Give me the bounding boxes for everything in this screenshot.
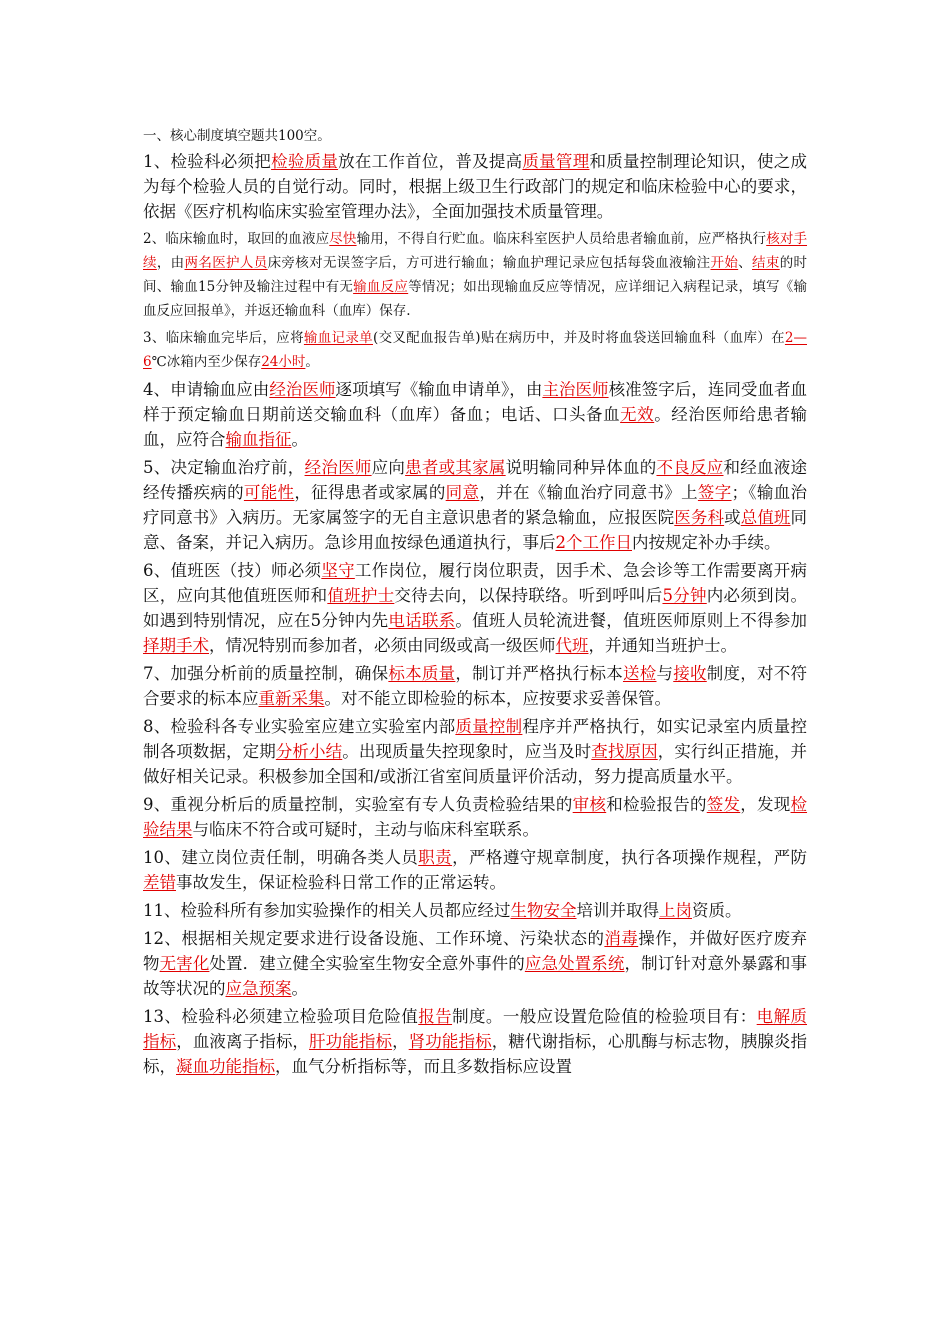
answer-blank: 2—6 — [143, 330, 807, 370]
answer-blank: 检验质量 — [271, 152, 339, 171]
paragraph-list — [143, 149, 807, 1079]
paragraph-text: ，糖代谢指标，心肌酶与标志物，胰腺炎指标， — [143, 1032, 808, 1076]
paragraph-text: 核准签字后，连同受血者血样于预定输血日期前送交输血科（血库）备血；电话、口头备血 — [143, 380, 808, 424]
paragraph-text: 11、检验科所有参加实验操作的相关人员都应经过 — [143, 901, 511, 920]
paragraph-text: 12、根据相关规定要求进行设备设施、工作环境、污染状态的 — [143, 929, 605, 948]
paragraph-text: 和质量控制理论知识，使之成为每个检验人员的自觉行动。同时，根据上级卫生行政部门的规定和临床检验中心的要求，依据《医疗机构临床实验室管理办法》，全面加强技术质量管理。 — [143, 152, 808, 221]
paragraph-text: ，血液离子指标， — [176, 1032, 310, 1051]
paragraph-text: 交待去向，以保持联络。听到呼叫后 — [394, 586, 663, 605]
paragraph-text: 。对不能立即检验的标本，应按要求妥善保管。 — [324, 689, 671, 708]
paragraph-text: ， — [392, 1032, 409, 1051]
paragraph-text: (交叉配血报告单)贴在病历中，并及时将血袋送回输血科（血库）在 — [373, 330, 785, 346]
answer-blank: 检验结果 — [143, 795, 808, 839]
answer-blank: 可能性 — [243, 483, 295, 502]
answer-blank: 质量管理 — [522, 152, 590, 171]
answer-blank: 不良反应 — [656, 458, 724, 477]
answer-blank: 分析小结 — [275, 742, 343, 761]
paragraph-text: 、 — [738, 255, 753, 271]
paragraph-text: ，并通知当班护士。 — [588, 636, 737, 655]
answer-blank: 患者或其家属 — [405, 458, 506, 477]
paragraph-text: 应向 — [371, 458, 406, 477]
paragraph-text: 和经血液途经传播疾病的 — [143, 458, 808, 502]
paragraph-text: 的时间、输血15分钟及输注过程中有无 — [143, 255, 808, 295]
answer-blank: 坚守 — [321, 561, 355, 580]
paragraph-text: ，并在《输血治疗同意书》上 — [479, 483, 698, 502]
paragraph-text: 2、临床输血时，取回的血液应 — [143, 231, 330, 247]
paragraph-text: ；《输血治疗同意书》入病历。无家属签字的无自主意识患者的紧急输血，应报医院 — [143, 483, 808, 527]
answer-blank: 职责 — [418, 848, 453, 867]
paragraph-text: 床旁核对无误签字后，方可进行输血；输血护理记录应包括每袋血液输注 — [267, 255, 711, 271]
paragraph-4 — [143, 377, 807, 452]
paragraph-1 — [143, 149, 807, 224]
document-body — [143, 126, 807, 1082]
paragraph-text: 和检验报告的 — [606, 795, 707, 814]
answer-blank: 输血反应 — [353, 279, 409, 295]
answer-blank: 电解质指标 — [143, 1007, 808, 1051]
answer-blank: 肝功能指标 — [309, 1032, 393, 1051]
paragraph-text: 。出现质量失控现象时，应当及时 — [342, 742, 592, 761]
paragraph-text: 1、检验科必须把 — [143, 152, 272, 171]
answer-blank: 核对手续 — [143, 231, 808, 271]
answer-blank: 5分钟 — [662, 586, 707, 605]
paragraph-text: 事故发生，保证检验科日常工作的正常运转。 — [176, 873, 506, 892]
paragraph-10 — [143, 845, 807, 895]
paragraph-11 — [143, 898, 807, 923]
answer-blank: 经治医师 — [269, 380, 336, 399]
paragraph-text: ，制订针对意外暴露和事故等状况的 — [143, 954, 808, 998]
paragraph-text: 。值班人员轮流进餐，值班医师原则上不得参加 — [455, 611, 808, 630]
paragraph-text: ，血气分析指标等，而且多数指标应设置 — [275, 1057, 572, 1076]
paragraph-8 — [143, 714, 807, 789]
paragraph-text: 输用，不得自行贮血。临床科室医护人员给患者输血前，应严格执行 — [356, 231, 767, 247]
answer-blank: 代班 — [555, 636, 589, 655]
paragraph-text: 。 — [305, 354, 319, 370]
paragraph-text: 内必须到岗。如遇到特别情况，应在5分钟内先 — [143, 586, 808, 630]
paragraph-text: 放在工作首位，普及提高 — [338, 152, 523, 171]
paragraph-text: 3、临床输血完毕后，应将 — [143, 330, 304, 346]
answer-blank: 质量控制 — [455, 717, 523, 736]
paragraph-text: ，实行纠正措施，并做好相关记录。积极参加全国和/或浙江省室间质量评价活动，努力提高质量水平。 — [143, 742, 808, 786]
answer-blank: 无效 — [620, 405, 655, 424]
paragraph-text: 操作，并做好医疗废弃物 — [143, 929, 808, 973]
section-heading: 一、核心制度填空题共100空。 — [143, 128, 331, 144]
paragraph-text: 8、检验科各专业实验室应建立实验室内部 — [143, 717, 456, 736]
paragraph-text: 内按规定补办手续。 — [632, 533, 781, 552]
paragraph-text: 说明输同种异体血的 — [505, 458, 657, 477]
paragraph-text: 7、加强分析前的质量控制，确保 — [143, 664, 389, 683]
answer-blank: 医务科 — [674, 508, 725, 527]
answer-blank: 送检 — [622, 664, 657, 683]
answer-blank: 择期手术 — [143, 636, 209, 655]
answer-blank: 接收 — [673, 664, 707, 683]
answer-blank: 结束 — [752, 255, 780, 271]
paragraph-text: ℃冰箱内至少保存 — [151, 354, 262, 370]
paragraph-text: 或 — [724, 508, 741, 527]
paragraph-3 — [143, 326, 807, 374]
paragraph-text: 逐项填写《输血申请单》，由 — [335, 380, 543, 399]
answer-blank: 报告 — [418, 1007, 453, 1026]
answer-blank: 签字 — [697, 483, 732, 502]
paragraph-text: 6、值班医（技）师必须 — [143, 561, 322, 580]
paragraph-text: 与 — [656, 664, 674, 683]
paragraph-5 — [143, 455, 807, 555]
answer-blank: 2个工作日 — [555, 533, 632, 552]
paragraph-text: 培训并取得 — [576, 901, 659, 920]
paragraph-text: ，征得患者或家属的 — [294, 483, 446, 502]
answer-blank: 24小时 — [261, 354, 306, 370]
paragraph-text: 资质。 — [692, 901, 742, 920]
paragraph-text: 。 — [291, 979, 308, 998]
answer-blank: 上岗 — [659, 901, 692, 920]
answer-blank: 开始 — [710, 255, 739, 271]
answer-blank: 肾功能指标 — [408, 1032, 492, 1051]
paragraph-text: 与临床不符合或可疑时，主动与临床科室联系。 — [192, 820, 539, 839]
paragraph-12 — [143, 926, 807, 1001]
paragraph-text: ，情况特别而参加者，必须由同级或高一级医师 — [209, 636, 556, 655]
answer-blank: 电话联系 — [388, 611, 456, 630]
paragraph-text: ，由 — [156, 255, 185, 271]
paragraph-text: 。 — [291, 430, 308, 449]
paragraph-text: 5、决定输血治疗前， — [143, 458, 305, 477]
paragraph-text: 等情况；如出现输血反应等情况，应详细记入病程记录，填写《输血反应回报单》，并返还输血科（血库）保存. — [143, 279, 808, 319]
answer-blank: 差错 — [143, 873, 176, 892]
paragraph-text: 13、检验科必须建立检验项目危险值 — [143, 1007, 419, 1026]
paragraph-text: 9、重视分析后的质量控制，实验室有专人负责检验结果的 — [143, 795, 573, 814]
paragraph-text: 制度。一般应设置危险值的检验项目有： — [452, 1007, 757, 1026]
paragraph-9 — [143, 792, 807, 842]
paragraph-text: ，严格遵守规章制度，执行各项操作规程，严防 — [452, 848, 807, 867]
paragraph-text: 制度，对不符合要求的标本应 — [143, 664, 808, 708]
paragraph-text: 同意、备案，并记入病历。急诊用血按绿色通道执行，事后 — [143, 508, 808, 552]
answer-blank: 生物安全 — [510, 901, 577, 920]
paragraph-text: 4、申请输血应由 — [143, 380, 270, 399]
answer-blank: 签发 — [706, 795, 741, 814]
answer-blank: 凝血功能指标 — [176, 1057, 275, 1076]
paragraph-7 — [143, 661, 807, 711]
answer-blank: 查找原因 — [591, 742, 658, 761]
paragraph-text: 。经治医师给患者输血，应符合 — [143, 405, 808, 449]
paragraph-text: 工作岗位，履行岗位职责，因手术、急会诊等工作需要离开病区，应向其他值班医师和 — [143, 561, 808, 605]
answer-blank: 消毒 — [604, 929, 639, 948]
answer-blank: 经治医师 — [304, 458, 372, 477]
answer-blank: 应急预案 — [225, 979, 292, 998]
paragraph-text: 处置．建立健全实验室生物安全意外事件的 — [209, 954, 525, 973]
answer-blank: 值班护士 — [327, 586, 395, 605]
paragraph-text: ，发现 — [740, 795, 791, 814]
answer-blank: 同意 — [445, 483, 480, 502]
answer-blank: 重新采集 — [258, 689, 325, 708]
answer-blank: 无害化 — [159, 954, 210, 973]
answer-blank: 标本质量 — [388, 664, 456, 683]
paragraph-2 — [143, 227, 807, 323]
answer-blank: 应急处置系统 — [524, 954, 625, 973]
answer-blank: 总值班 — [740, 508, 791, 527]
paragraph-13 — [143, 1004, 807, 1079]
paragraph-text: 程序并严格执行，如实记录室内质量控制各项数据，定期 — [143, 717, 808, 761]
paragraph-text: 10、建立岗位责任制，明确各类人员 — [143, 848, 419, 867]
answer-blank: 输血记录单 — [303, 330, 373, 346]
answer-blank: 审核 — [572, 795, 607, 814]
answer-blank: 输血指征 — [225, 430, 292, 449]
answer-blank: 两名医护人员 — [184, 255, 268, 271]
paragraph-text: ，制订并严格执行标本 — [455, 664, 623, 683]
answer-blank: 主治医师 — [542, 380, 609, 399]
paragraph-6 — [143, 558, 807, 658]
answer-blank: 尽快 — [329, 231, 357, 247]
